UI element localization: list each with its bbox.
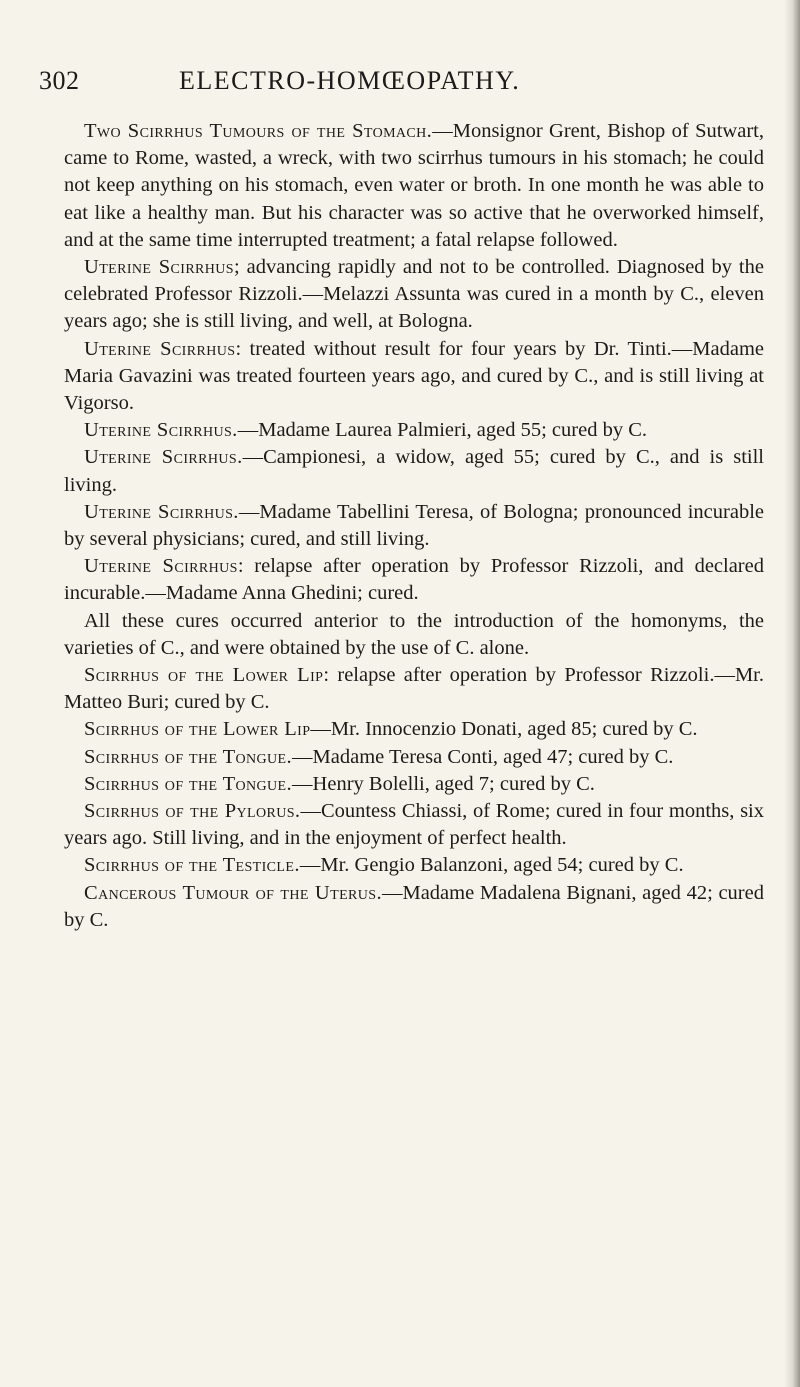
case-heading: Scirrhus of the Tongue. xyxy=(84,745,293,768)
case-text: —Mr. Innocenzio Donati, aged 85; cured by C. xyxy=(310,718,698,741)
case-paragraph xyxy=(64,662,764,716)
case-paragraph xyxy=(64,880,764,934)
case-text: —Madame Teresa Conti, aged 47; cured by C. xyxy=(292,745,674,768)
case-heading: Scirrhus of the Testicle. xyxy=(84,854,300,877)
case-heading: Scirrhus of the Lower Lip xyxy=(84,718,311,741)
case-heading: Two Scirrhus Tumours of the Stomach. xyxy=(84,120,433,142)
case-paragraph xyxy=(64,716,764,743)
case-paragraph xyxy=(64,417,764,444)
case-heading: Scirrhus of the Pylorus. xyxy=(84,800,301,823)
case-paragraph xyxy=(64,254,764,336)
case-heading: Scirrhus of the Tongue. xyxy=(84,772,293,795)
case-paragraph xyxy=(64,798,764,852)
page-number: 302 xyxy=(39,66,80,95)
case-heading: Uterine Scirrhus xyxy=(84,256,234,279)
case-paragraph xyxy=(64,336,764,418)
body-text xyxy=(64,118,764,934)
case-heading: Uterine Scirrhus xyxy=(84,555,238,578)
case-text: : relapse after operation by Professor Rizzoli, and declared incurable.—Madame Anna Ghedini; cured. xyxy=(64,555,764,605)
case-text: —Monsignor Grent, Bishop of Sutwart, came to Rome, wasted, a wreck, with two scirrhus tumours in his stomach; he could not keep anything on his stomach, even water or broth. In one month he was able to eat like a healthy man. But his character was so active that he overworked himself, and at the same time interrupted treatment; a fatal relapse followed. xyxy=(64,120,764,251)
case-text: —Madame Tabellini Teresa, of Bologna; pronounced incurable by several physicians; cured, and still living. xyxy=(64,500,764,551)
case-paragraph xyxy=(64,553,764,607)
case-heading: Scirrhus of the Lower Lip xyxy=(84,664,324,687)
case-paragraph xyxy=(64,444,764,498)
case-paragraph xyxy=(64,118,764,254)
case-paragraph xyxy=(64,852,764,879)
case-text: —Campionesi, a widow, aged 55; cured by C., and is still living. xyxy=(64,446,764,496)
case-text: : treated without result for four years by Dr. Tinti.—Madame Maria Gavazini was treated fourteen years ago, and cured by C., and is still living at Vigorso. xyxy=(64,337,764,415)
case-text: : relapse after operation by Professor Rizzoli.—Mr. Matteo Buri; cured by C. xyxy=(64,664,764,714)
case-heading: Uterine Scirrhus xyxy=(84,337,236,360)
case-text: ; advancing rapidly and not to be controlled. Diagnosed by the celebrated Professor Rizzoli.—Melazzi Assunta was cured in a month by C., eleven years ago; she is still living, and well, at Bologna. xyxy=(64,256,764,333)
case-text: —Countess Chiassi, of Rome; cured in four months, six years ago. Still living, and in the enjoyment of perfect health. xyxy=(64,800,764,850)
case-text: —Mr. Gengio Balanzoni, aged 54; cured by C. xyxy=(299,854,684,877)
summary-paragraph xyxy=(64,608,764,662)
case-text: —Madame Laurea Palmieri, aged 55; cured by C. xyxy=(237,419,648,442)
case-text: All these cures occurred anterior to the introduction of the homonyms, the varieties of C., and were obtained by the use of C. alone. xyxy=(64,609,764,659)
page-edge-shadow xyxy=(784,0,800,1387)
case-heading: Uterine Scirrhus. xyxy=(84,419,238,442)
case-heading: Cancerous Tumour of the Uterus. xyxy=(84,881,382,904)
case-heading: Uterine Scirrhus. xyxy=(84,500,239,523)
case-paragraph xyxy=(64,499,764,553)
case-text: —Henry Bolelli, aged 7; cured by C. xyxy=(292,772,595,795)
case-paragraph xyxy=(64,771,764,798)
case-paragraph xyxy=(64,744,764,771)
case-text: —Madame Madalena Bignani, aged 42; cured by C. xyxy=(64,881,764,931)
case-heading: Uterine Scirrhus. xyxy=(84,446,243,469)
page-header xyxy=(39,66,739,102)
running-title: ELECTRO-HOMŒOPATHY. xyxy=(179,66,521,95)
